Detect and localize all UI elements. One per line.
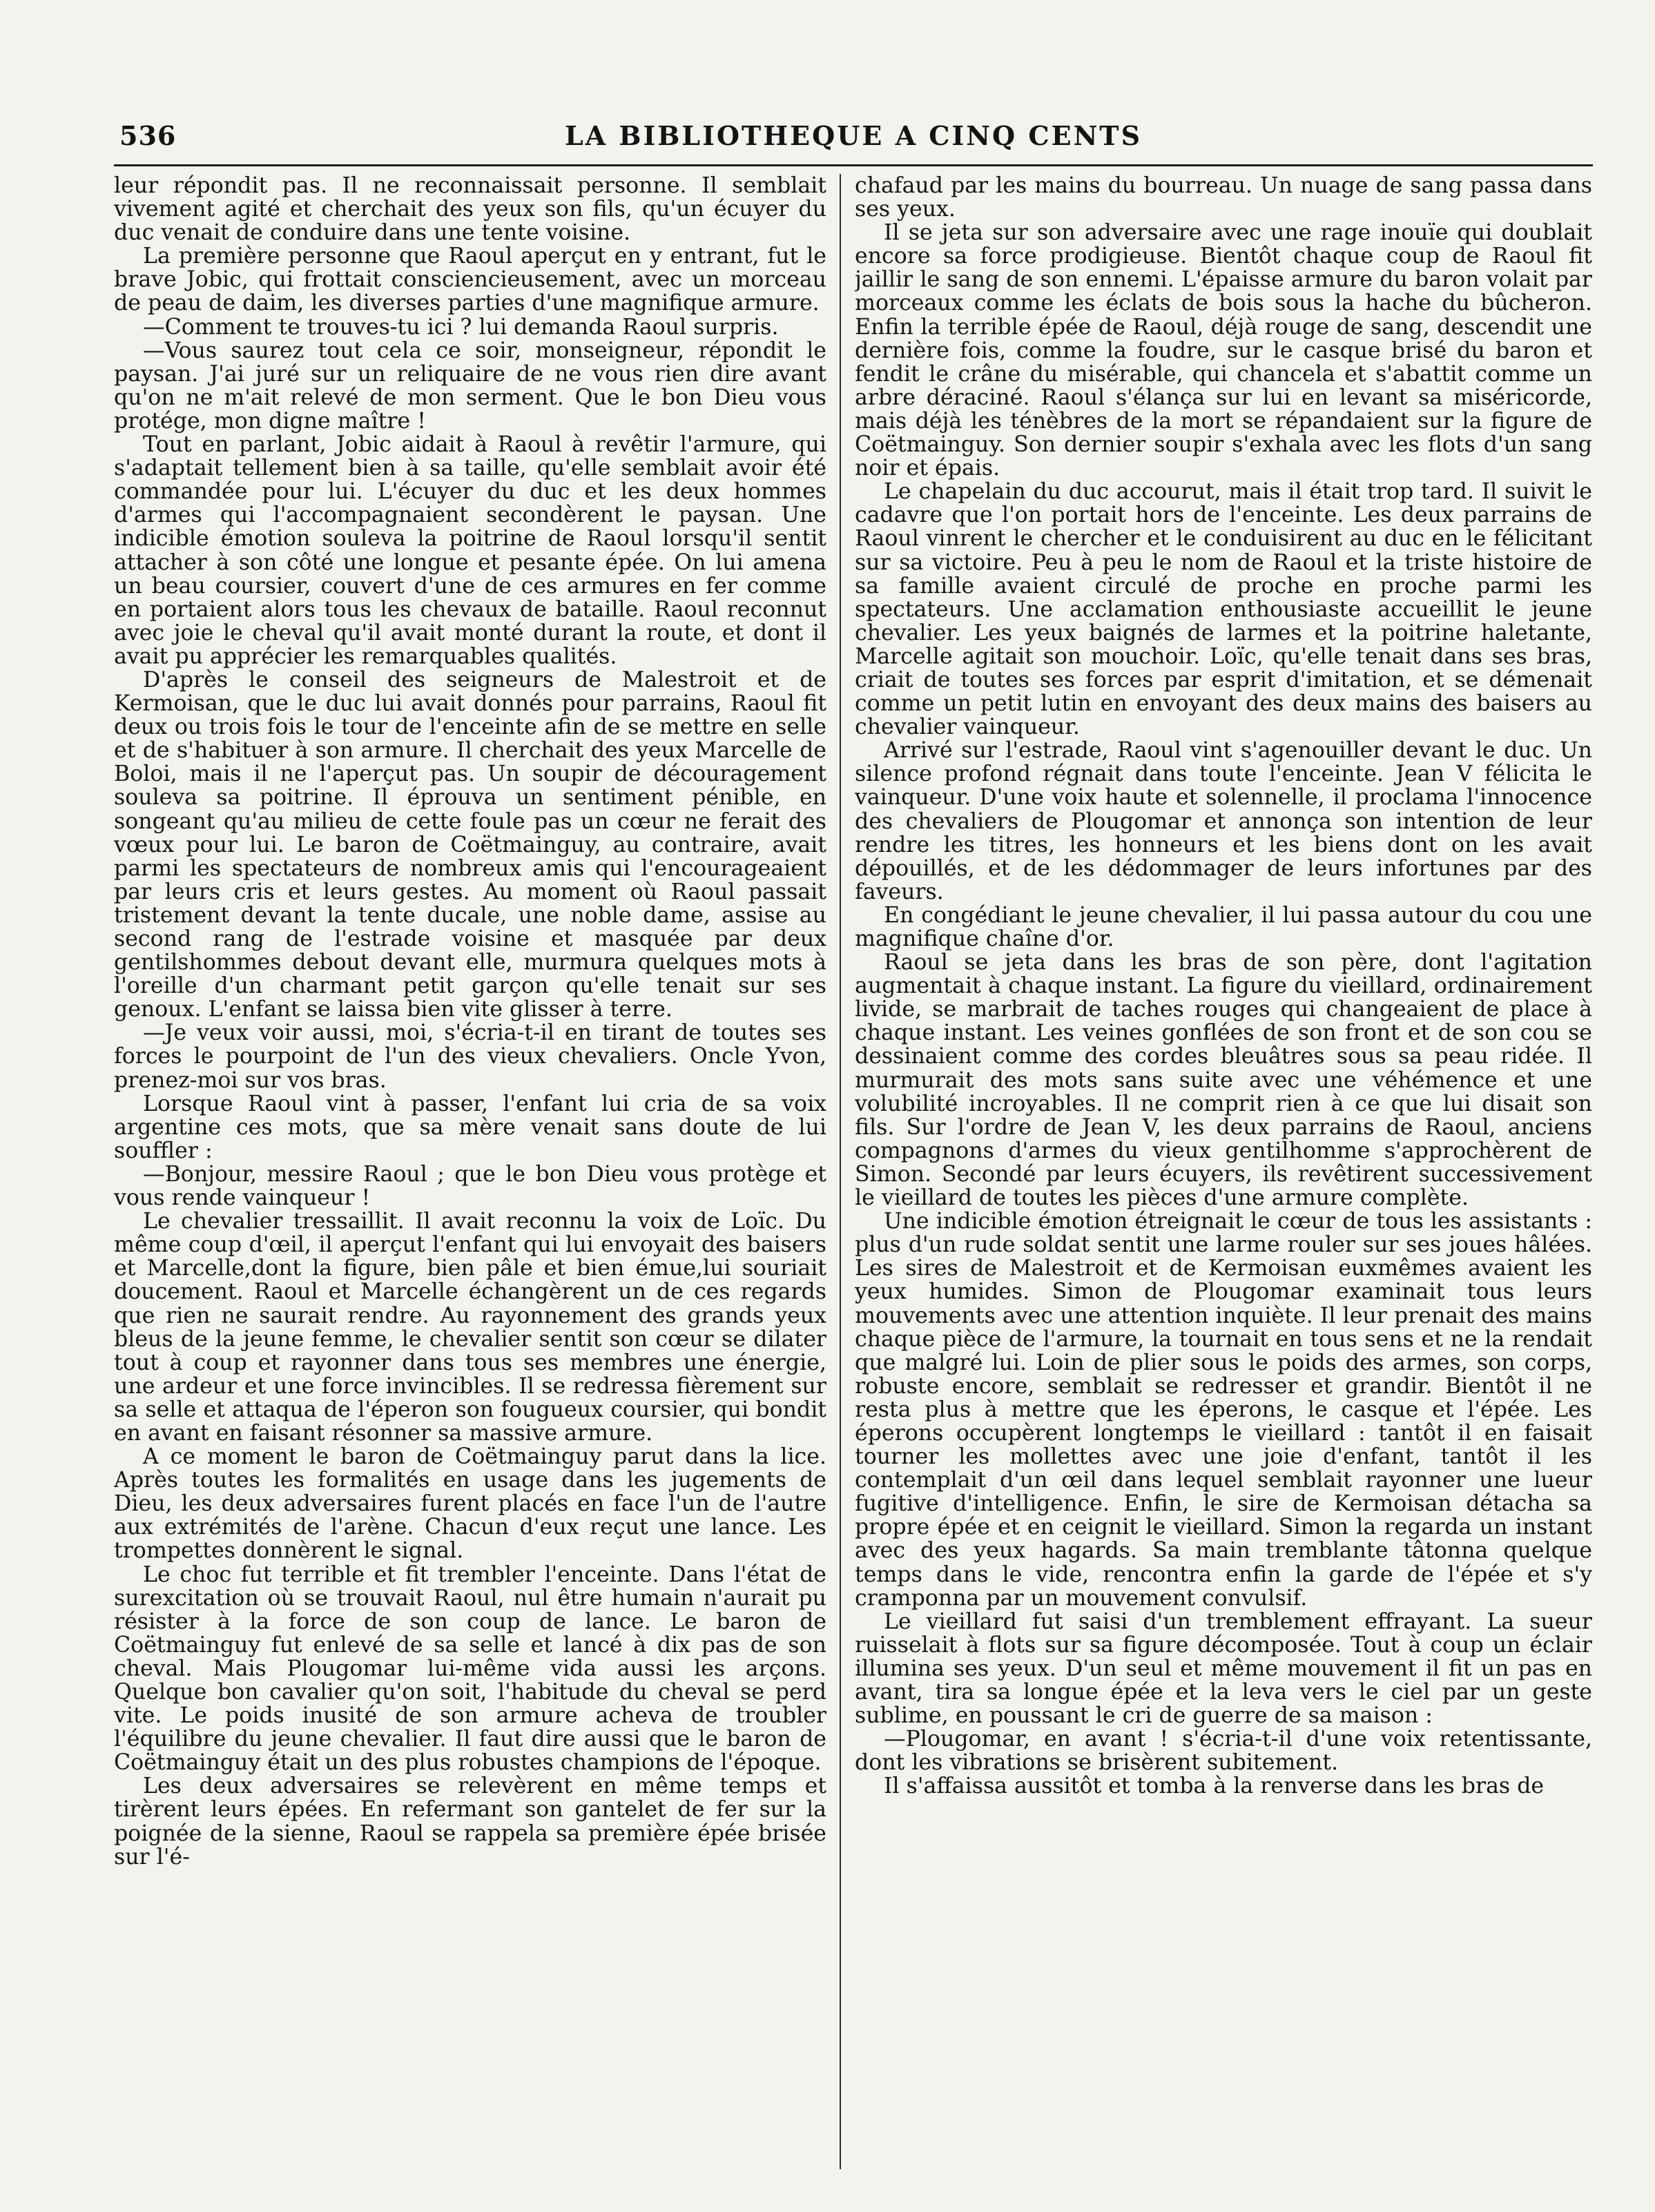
paragraph: La première personne que Raoul aperçut en y entrant, fut le brave Jobic, qui frottait consciencieusement, avec un morceau de peau de daim, les diverses parties d'une magnifique armure. — [114, 244, 826, 316]
paragraph: Il s'affaissa aussitôt et tomba à la renverse dans les bras de — [884, 1774, 1545, 1799]
page-number: 536 — [119, 120, 177, 151]
right-column — [855, 174, 1592, 2176]
paragraph: Il se jeta sur son adversaire avec une rage inouïe qui doublait encore sa force prodigieuse. Bientôt chaque coup de Raoul fit jaillir le sang de son ennemi. L'épaisse armure du baron volait par morceaux comme les éclats de bois sous la hache du bûcheron. Enfin la terrible épée de Raoul, déjà rouge de sang, descendit une dernière fois, comme la foudre, sur le casque brisé du baron et fendit le crâne du misérable, qui chancela et s'abattit comme un arbre déraciné. Raoul s'élança sur lui en levant sa miséricorde, mais déjà les ténèbres de la mort se répandaient sur la figure de Coëtmainguy. Son dernier soupir s'exhala avec les flots d'un sang noir et épais. — [855, 220, 1592, 481]
header-rule — [114, 164, 1593, 166]
paragraph: Tout en parlant, Jobic aidait à Raoul à revêtir l'armure, qui s'adaptait tellement bien à sa taille, qu'elle semblait avoir été commandée pour lui. L'écuyer du duc et les deux hommes d'armes qui l'accompagnaient secondèrent le paysan. Une indicible émotion souleva la poitrine de Raoul lorsqu'il sentit attacher à son côté une longue et pesante épée. On lui amena un beau coursier, couvert d'une de ces armures en fer comme en portaient alors tous les chevaux de bataille. Raoul reconnut avec joie le cheval qu'il avait monté durant la route, et dont il avait pu apprécier les remarquables qualités. — [114, 432, 826, 669]
paragraph: —Comment te trouves-tu ici ? lui demanda Raoul surpris. — [143, 314, 779, 340]
paragraph: Les deux adversaires se relevèrent en même temps et tirèrent leurs épées. En refermant son gantelet de fer sur la poignée de la sienne, Raoul se rappela sa première épée brisée sur l'é- — [114, 1774, 826, 1870]
paragraph: Une indicible émotion étreignait le cœur de tous les assistants : plus d'un rude soldat sentit une larme rouler sur ses joues hâlées. Les sires de Malestroit et de Kermoisan euxmêmes avaient les yeux humides. Simon de Plougomar examinait tous leurs mouvements avec une attention inquiète. Il leur prenait des mains chaque pièce de l'armure, la tournait en tous sens et ne la rendait que malgré lui. Loin de plier sous le poids des armes, son corps, robuste encore, semblait se redresser et grandir. Bientôt il ne resta plus à mettre que les éperons, le casque et l'épée. Les éperons occupèrent longtemps le vieillard : tantôt il en faisait tourner les mollettes avec une joie d'enfant, tantôt il les contemplait d'un œil dans lequel semblait rayonner une lueur fugitive d'intelligence. Enfin, le sire de Kermoisan détacha sa propre épée et en ceignit le vieillard. Simon la regarda un instant avec des yeux hagards. Sa main tremblante tâtonna quelque temps dans le vide, rencontra enfin la garde de l'épée et s'y cramponna par un mouvement convulsif. — [855, 1209, 1592, 1611]
paragraph: Le chevalier tressaillit. Il avait reconnu la voix de Loïc. Du même coup d'œil, il aperçut l'enfant qui lui envoyait des baisers et Marcelle,dont la figure, bien pâle et bien émue,lui souriait doucement. Raoul et Marcelle échangèrent un de ces regards que rien ne saurait rendre. Au rayonnement des grands yeux bleus de la jeune femme, le chevalier sentit son cœur se dilater tout à coup et rayonner dans tous ses membres une énergie, une ardeur et une force invincibles. Il se redressa fièrement sur sa selle et attaqua de l'éperon son fougueux coursier, qui bondit en avant en faisant résonner sa massive armure. — [114, 1209, 826, 1446]
paragraph: —Je veux voir aussi, moi, s'écria-t-il en tirant de toutes ses forces le pourpoint de l'un des vieux chevaliers. Oncle Yvon, prenez-moi sur vos bras. — [114, 1020, 826, 1093]
paragraph: leur répondit pas. Il ne reconnaissait personne. Il semblait vivement agité et cherchait des yeux son fils, qu'un écuyer du duc venait de conduire dans une tente voisine. — [114, 174, 826, 246]
paragraph: —Bonjour, messire Raoul ; que le bon Dieu vous protège et vous rende vainqueur ! — [114, 1161, 826, 1211]
paragraph: Arrivé sur l'estrade, Raoul vint s'agenouiller devant le duc. Un silence profond régnait dans toute l'enceinte. Jean V félicita le vainqueur. D'une voix haute et solennelle, il proclama l'innocence des chevaliers de Plougomar et annonça son intention de leur rendre les titres, les honneurs et les biens dont on les avait dépouillés, et de les dédommager de leurs infortunes par des faveurs. — [855, 738, 1592, 904]
paragraph: A ce moment le baron de Coëtmainguy parut dans la lice. Après toutes les formalités en usage dans les jugements de Dieu, les deux adversaires furent placés en face l'un de l'autre aux extrémités de l'arène. Chacun d'eux reçut une lance. Les trompettes donnèrent le signal. — [114, 1444, 826, 1564]
column-divider — [840, 174, 841, 2169]
paragraph: —Vous saurez tout cela ce soir, monseigneur, répondit le paysan. J'ai juré sur un reliquaire de ne vous rien dire avant qu'on ne m'ait relevé de mon serment. Que le bon Dieu vous protége, mon digne maître ! — [114, 338, 826, 434]
paragraph: Lorsque Raoul vint à passer, l'enfant lui cria de sa voix argentine ces mots, que sa mère venait sans doute de lui souffler : — [114, 1091, 826, 1163]
page-header — [114, 116, 1593, 164]
paragraph: Le choc fut terrible et fit trembler l'enceinte. Dans l'état de surexcitation où se trouvait Raoul, nul être humain n'aurait pu résister à la force de son coup de lance. Le baron de Coëtmainguy fut enlevé de sa selle et lancé à dix pas de son cheval. Mais Plougomar lui-même vida aussi les arçons. Quelque bon cavalier qu'on soit, l'habitude du cheval se perd vite. Le poids inusité de son armure acheva de troubler l'équilibre du jeune chevalier. Il faut dire aussi que le baron de Coëtmainguy était un des plus robustes champions de l'époque. — [114, 1562, 826, 1776]
left-column — [114, 174, 826, 2176]
paragraph: —Plougomar, en avant ! s'écria-t-il d'une voix retentissante, dont les vibrations se brisèrent subitement. — [855, 1727, 1592, 1776]
paragraph: Raoul se jeta dans les bras de son père, dont l'agitation augmentait à chaque instant. La figure du vieillard, ordinairement livide, se marbrait de taches rouges qui changeaient de place à chaque instant. Les veines gonflées de son front et de son cou se dessinaient comme des cordes bleuâtres sous sa peau ridée. Il murmurait des mots sans suite avec une véhémence et une volubilité incroyables. Il ne comprit rien à ce que lui disait son fils. Sur l'ordre de Jean V, les deux parrains de Raoul, anciens compagnons d'armes du vieux gentilhomme s'approchèrent de Simon. Secondé par leurs écuyers, ils revêtirent successivement le vieillard de toutes les pièces d'une armure complète. — [855, 950, 1592, 1211]
paragraph: Le vieillard fut saisi d'un tremblement effrayant. La sueur ruisselait à flots sur sa figure décomposée. Tout à coup un éclair illumina ses yeux. D'un seul et même mouvement il fit un pas en avant, tira sa longue épée et la leva vers le ciel par un geste sublime, en poussant le cri de guerre de sa maison : — [855, 1609, 1592, 1729]
paragraph: En congédiant le jeune chevalier, il lui passa autour du cou une magnifique chaîne d'or. — [855, 902, 1592, 951]
paragraph: D'après le conseil des seigneurs de Malestroit et de Kermoisan, que le duc lui avait donnés pour parrains, Raoul fit deux ou trois fois le tour de l'enceinte afin de se mettre en selle et de s'habituer à son armure. Il cherchait des yeux Marcelle de Boloi, mais il ne l'aperçut pas. Un soupir de découragement souleva sa poitrine. Il éprouva un sentiment pénible, en songeant qu'au milieu de cette foule pas un cœur ne ferait des vœux pour lui. Le baron de Coëtmainguy, au contraire, avait parmi les spectateurs de nombreux amis qui l'encourageaient par leurs cris et leurs gestes. Au moment où Raoul passait tristement devant la tente ducale, une noble dame, assise au second rang de l'estrade voisine et masquée par deux gentilshommes debout devant elle, murmura quelques mots à l'oreille d'un charmant petit garçon qu'elle tenait sur ses genoux. L'enfant se laissa bien vite glisser à terre. — [114, 667, 826, 1022]
paragraph: chafaud par les mains du bourreau. Un nuage de sang passa dans ses yeux. — [855, 174, 1592, 222]
running-title: LA BIBLIOTHEQUE A CINQ CENTS — [564, 120, 1143, 151]
paragraph: Le chapelain du duc accourut, mais il était trop tard. Il suivit le cadavre que l'on portait hors de l'enceinte. Les deux parrains de Raoul vinrent le chercher et le conduisirent au duc en le félicitant sur sa victoire. Peu à peu le nom de Raoul et la triste histoire de sa famille avaient circulé de proche en proche parmi les spectateurs. Une acclamation enthousiaste accueillit le jeune chevalier. Les yeux baignés de larmes et la poitrine haletante, Marcelle agitait son mouchoir. Loïc, qu'elle tenait dans ses bras, criait de toutes ses forces par esprit d'imitation, et se démenait comme un petit lutin en envoyant des deux mains des baisers au chevalier vainqueur. — [855, 479, 1592, 740]
